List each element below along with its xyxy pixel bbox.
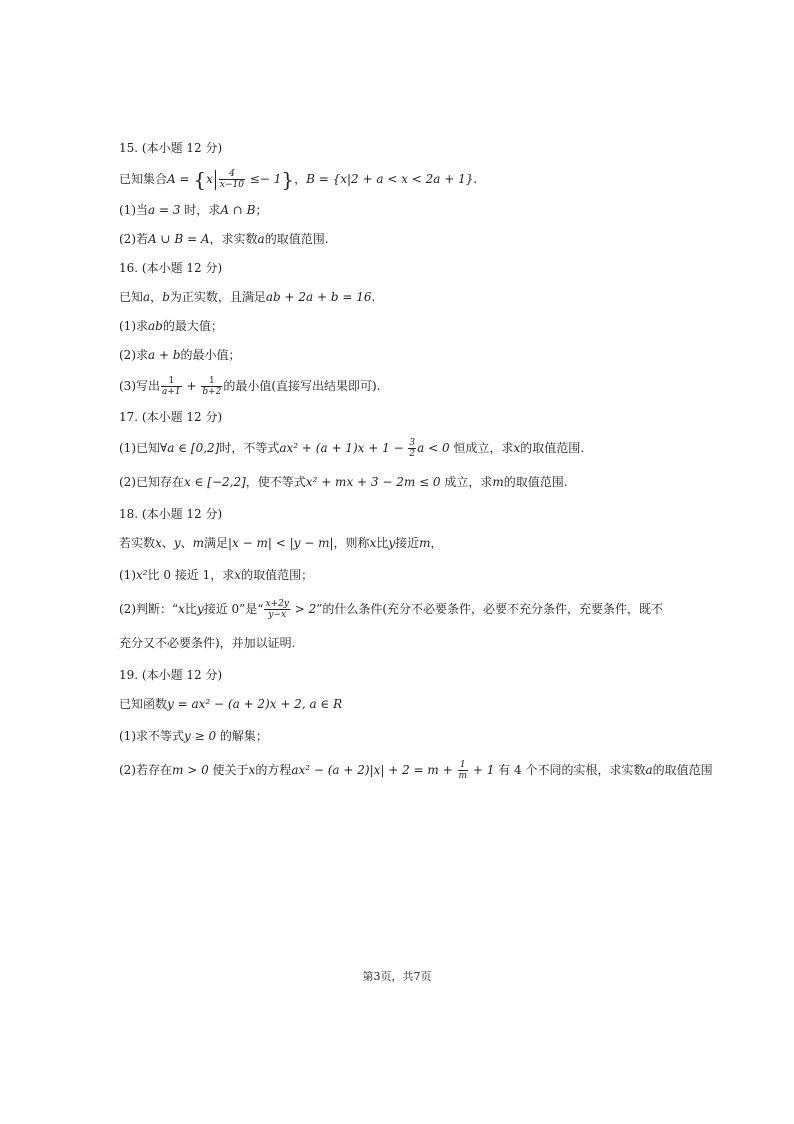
math: m (492, 475, 504, 489)
text: 时，不等式 (219, 441, 280, 455)
page-footer: 第3页，共7页 (362, 970, 432, 983)
text: (2)若 (119, 232, 148, 246)
text: 已知函数 (119, 697, 168, 711)
problem-19-header: 19. (本小题 12 分) (119, 668, 223, 682)
math: m (419, 536, 431, 550)
text: ， (294, 172, 307, 186)
text: 满足 (204, 536, 229, 550)
math: x (155, 536, 162, 550)
math: ∀a ∈ [0,2] (160, 441, 220, 455)
text: 比 (184, 602, 197, 616)
math: a + b (148, 348, 181, 362)
problem-15-q1 (119, 202, 689, 218)
text: 接近 (395, 536, 420, 550)
math: A ∪ B = A (148, 232, 210, 246)
text: 已知集合 (119, 172, 168, 186)
math: x (178, 602, 185, 616)
text: 时，求 (180, 203, 221, 217)
numerator: 1 (201, 376, 222, 387)
text: 的取值范围 (652, 763, 713, 777)
text: 恒成立，求 (449, 441, 514, 455)
problem-list (119, 140, 713, 793)
math: x² (136, 568, 148, 582)
fraction (264, 599, 289, 620)
math: ab + 2a + b = 16 (265, 290, 372, 304)
denominator: m (458, 771, 468, 781)
text: (2)判断：“ (119, 602, 179, 616)
text: 的取值范围. (520, 441, 585, 455)
left-brace: { (193, 167, 207, 192)
math: ab (148, 319, 163, 333)
fraction (201, 376, 222, 397)
text: (2)求 (119, 348, 148, 362)
fraction (458, 760, 469, 781)
math: A ∩ B (220, 203, 256, 217)
math: x ∈ [−2,2] (184, 475, 246, 489)
problem-16-q3 (119, 376, 689, 396)
math: y = ax² − (a + 2)x + 2, a ∈ R (167, 697, 343, 711)
fraction (161, 376, 182, 397)
numerator: 1 (458, 760, 469, 771)
text: 有 4 个不同的实根，求实数 (494, 763, 646, 777)
numerator: 1 (161, 376, 182, 387)
denominator: x−10 (219, 180, 244, 190)
math: x (369, 536, 377, 550)
text: 成立，求 (440, 475, 493, 489)
denominator: y−x (268, 610, 287, 620)
math: |x − m| < |y − m| (228, 536, 334, 550)
text: 的解集； (216, 729, 268, 743)
math: ax² + (a + 1)x + 1 − (279, 441, 408, 455)
text: 的方程 (255, 763, 292, 777)
text: 、 (161, 536, 174, 550)
fraction (219, 169, 245, 190)
text: ； (255, 203, 268, 217)
math: m > 0 (172, 763, 209, 777)
text: (1)求不等式 (119, 729, 184, 743)
math: y (173, 536, 181, 550)
problem-16-q2 (119, 347, 689, 363)
text: . (371, 290, 376, 304)
problem-17-header: 17. (本小题 12 分) (119, 410, 223, 424)
math: x² + mx + 3 − 2m ≤ 0 (305, 475, 441, 489)
text: (1)已知 (119, 441, 160, 455)
math: x (513, 441, 521, 455)
text: 的最大值； (162, 319, 223, 333)
right-brace: } (281, 167, 295, 192)
fraction (408, 438, 416, 459)
problem-18-header: 18. (本小题 12 分) (119, 507, 223, 521)
text: (1)求 (119, 319, 148, 333)
problem-19-q1 (119, 728, 689, 744)
problem-17-q1 (119, 438, 689, 458)
text: 、 (180, 536, 193, 550)
denominator: 2 (409, 449, 416, 459)
text: . (473, 172, 478, 186)
denominator: b+2 (202, 387, 222, 397)
text: 的最小值(直接写出结果即可). (223, 379, 381, 393)
problem-15-stem (119, 167, 689, 192)
text: (1) (119, 568, 136, 582)
text: ，则称 (333, 536, 370, 550)
math: y (196, 602, 204, 616)
text: ”的什么条件(充分不必要条件，必要不充分条件，充要条件，既不 (316, 602, 664, 616)
problem-19-q2 (119, 760, 713, 781)
math: ≤− 1 (245, 172, 282, 186)
math: a (143, 290, 151, 304)
problem-19-stem (119, 696, 689, 712)
problem-18-q2 (119, 599, 689, 619)
text: 的最小值； (180, 348, 241, 362)
text: ，求实数 (209, 232, 258, 246)
math: x (234, 568, 242, 582)
problem-16-stem (119, 289, 689, 305)
text: 使关于 (208, 763, 249, 777)
math: y (388, 536, 396, 550)
text: 若实数 (119, 536, 156, 550)
numerator: x+2y (265, 599, 289, 609)
math: m (192, 536, 204, 550)
text: ， (150, 290, 163, 304)
numerator: 3 (409, 438, 416, 448)
text: ， (430, 536, 443, 550)
text: 的取值范围. (503, 475, 568, 489)
math: a < 0 (417, 441, 450, 455)
math: ax² − (a + 2)|x| + 2 = m + (291, 763, 457, 777)
text: 接近 0”是“ (203, 602, 264, 616)
text: 已知 (119, 290, 144, 304)
numerator: 4 (219, 169, 245, 180)
text: 的取值范围. (264, 232, 329, 246)
text: (2)已知存在 (119, 475, 184, 489)
problem-16-header: 16. (本小题 12 分) (119, 261, 223, 275)
math: b (162, 290, 170, 304)
problem-18-q1 (119, 567, 689, 583)
math: A = (167, 172, 194, 186)
math: a (645, 763, 653, 777)
text: ，使不等式 (245, 475, 306, 489)
math: > 2 (290, 602, 317, 616)
problem-17-q2 (119, 474, 689, 490)
denominator: a+1 (162, 387, 181, 397)
text: (1)当 (119, 203, 148, 217)
set-bar (215, 170, 216, 190)
math-x: x (206, 172, 213, 186)
problem-18-q2-cont: 充分又不必要条件)，并加以证明. (119, 636, 296, 650)
text: 为正实数，且满足 (169, 290, 266, 304)
text: 比 0 接近 1，求 (147, 568, 235, 582)
problem-15-q2 (119, 231, 689, 247)
text: 比 (376, 536, 389, 550)
problem-18-stem (119, 535, 689, 551)
math: a (257, 232, 265, 246)
math: a = 3 (148, 203, 181, 217)
text: (2)若存在 (119, 763, 172, 777)
math: x (248, 763, 256, 777)
math: y ≥ 0 (184, 729, 217, 743)
text: 的取值范围； (241, 568, 314, 582)
problem-16-q1 (119, 318, 689, 334)
math: + (182, 379, 201, 393)
text: (3)写出 (119, 379, 160, 393)
problem-15-header: 15. (本小题 12 分) (119, 141, 223, 155)
math: B = {x|2 + a < x < 2a + 1} (306, 172, 474, 186)
math: + 1 (469, 763, 495, 777)
